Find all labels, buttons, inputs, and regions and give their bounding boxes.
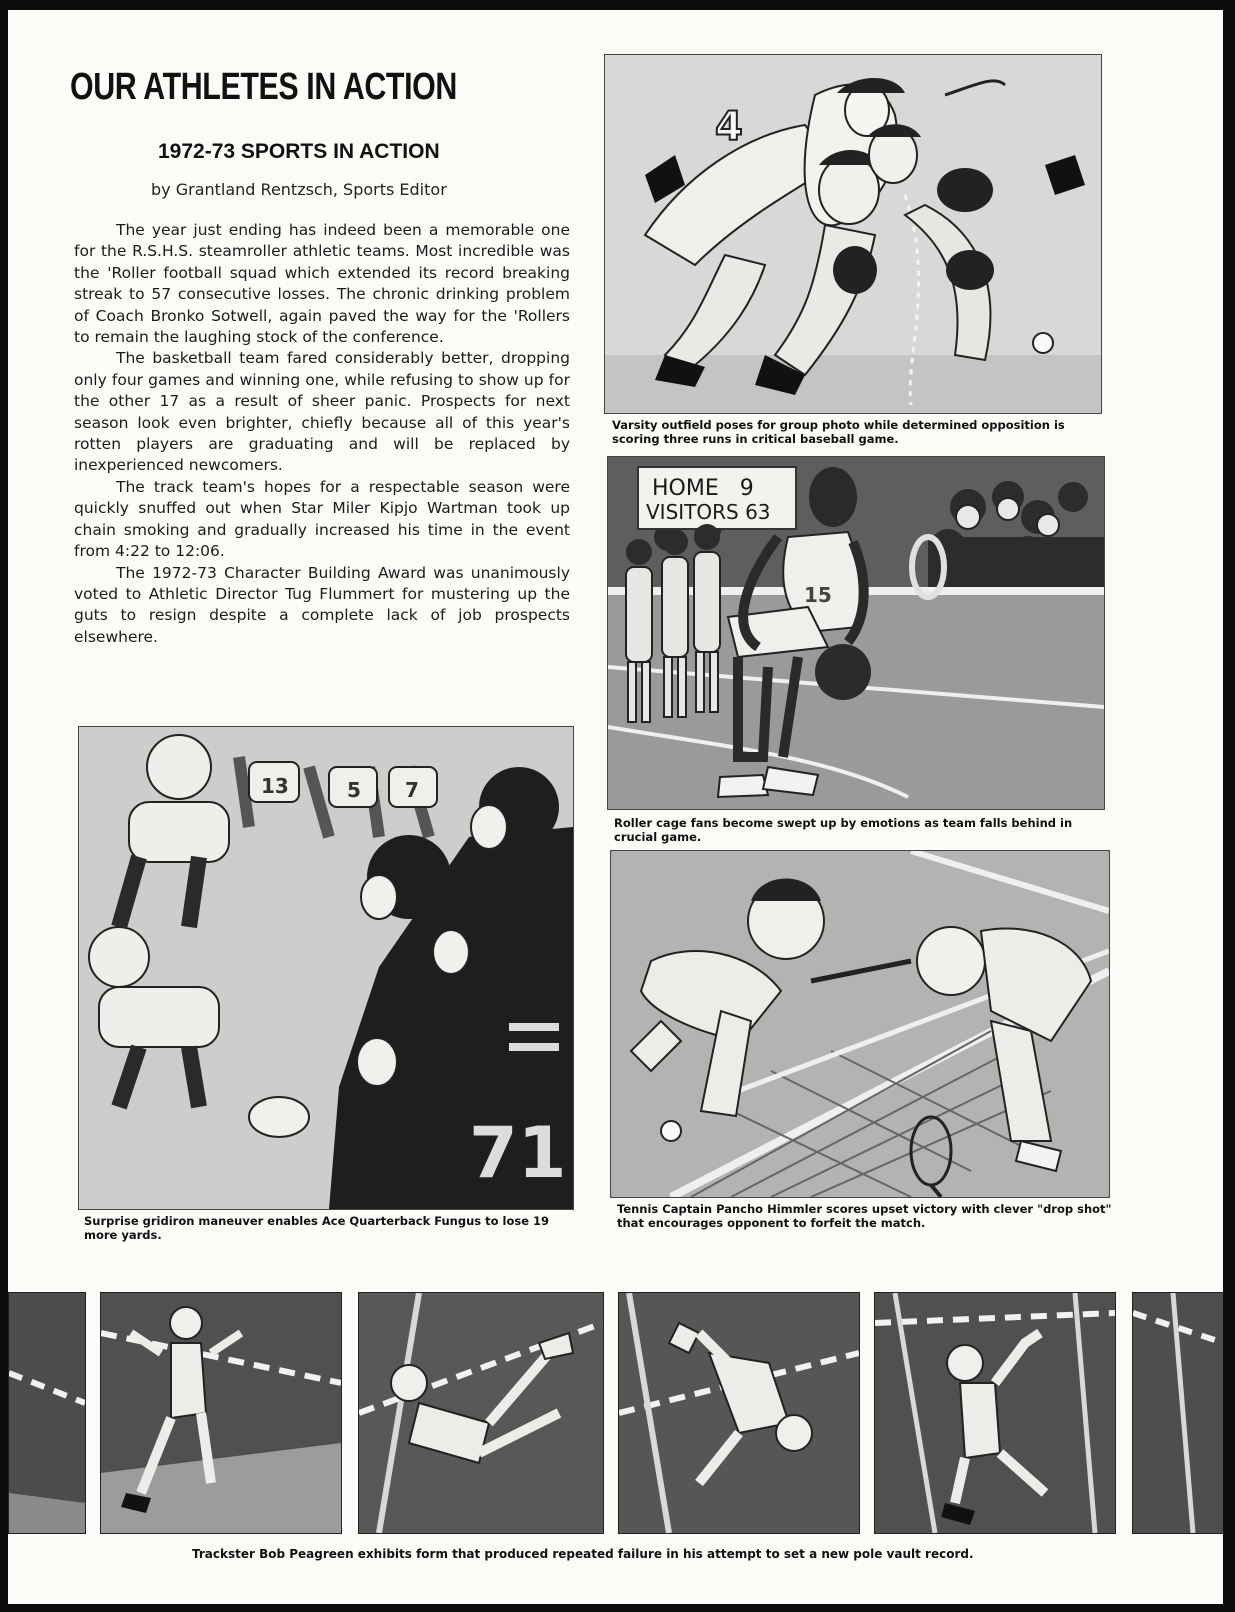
- tennis-caption: Tennis Captain Pancho Himmler scores upset victory with clever "drop shot" that encourages opponent to forfeit the match.: [617, 1202, 1112, 1230]
- article-byline: by Grantland Rentzsch, Sports Editor: [151, 180, 447, 199]
- football-jersey-13: 13: [261, 774, 289, 798]
- article-body: [74, 220, 570, 648]
- pole-vault-frame-2: [358, 1292, 604, 1534]
- page-headline: OUR ATHLETES IN ACTION: [70, 66, 457, 108]
- baseball-caption: Varsity outfield poses for group photo while determined opposition is scoring three runs in critical baseball game.: [612, 418, 1065, 446]
- article-paragraph: The basketball team fared considerably better, dropping only four games and winning one, while refusing to show up for the other 17 as a result of sheer panic. Prospects for next season look even brighter, chiefly because all of this year's rotten players are graduating and will be replaced by inexperienced newcomers.: [74, 349, 570, 475]
- article-paragraph: The year just ending has indeed been a memorable one for the R.S.H.S. steamroller athletic teams. Most incredible was the 'Roller football squad which extended its record breaking streak to 57 consecutive losses. The chronic drinking problem of Coach Bronko Sotwell, again paved the way for the 'Rollers to remain the laughing stock of the conference.: [74, 221, 570, 347]
- basketball-caption: Roller cage fans become swept up by emotions as team falls behind in crucial game.: [614, 816, 1073, 844]
- baseball-jersey-number: 4: [715, 104, 743, 150]
- football-jersey-7: 7: [405, 778, 419, 802]
- article-paragraph: The track team's hopes for a respectable season were quickly snuffed out when Star Miler Kipjo Wartman took up chain smoking and gradually increased his time in the event from 4:22 to 12:06.: [74, 477, 570, 561]
- pole-vault-frame-edge-left: [8, 1292, 86, 1534]
- pole-vault-frame-3: [618, 1292, 860, 1534]
- scoreboard-home-score: HOME 9: [652, 476, 754, 501]
- pole-vault-frame-edge-right: [1132, 1292, 1223, 1534]
- pole-vault-caption: Trackster Bob Peagreen exhibits form that produced repeated failure in his attempt to set a new pole vault record.: [192, 1547, 974, 1561]
- pole-vault-frame-4: [874, 1292, 1116, 1534]
- football-jersey-71: 71: [469, 1112, 567, 1194]
- basketball-illustration: [607, 456, 1105, 810]
- yearbook-page: [8, 10, 1223, 1604]
- basketball-jersey-number: 15: [804, 583, 832, 607]
- pole-vault-frame-1: [100, 1292, 342, 1534]
- article-subhead: 1972-73 SPORTS IN ACTION: [158, 140, 440, 163]
- football-caption: Surprise gridiron maneuver enables Ace Quarterback Fungus to lose 19 more yards.: [84, 1214, 550, 1242]
- scoreboard-visitors-score: VISITORS 63: [646, 500, 771, 524]
- article-paragraph: The 1972-73 Character Building Award was unanimously voted to Athletic Director Tug Flummert for mustering up the guts to resign despite a complete lack of job prospects elsewhere.: [74, 563, 570, 646]
- tennis-illustration: [610, 850, 1110, 1198]
- baseball-illustration: [604, 54, 1102, 414]
- football-illustration: [78, 726, 574, 1210]
- football-jersey-5: 5: [347, 778, 361, 802]
